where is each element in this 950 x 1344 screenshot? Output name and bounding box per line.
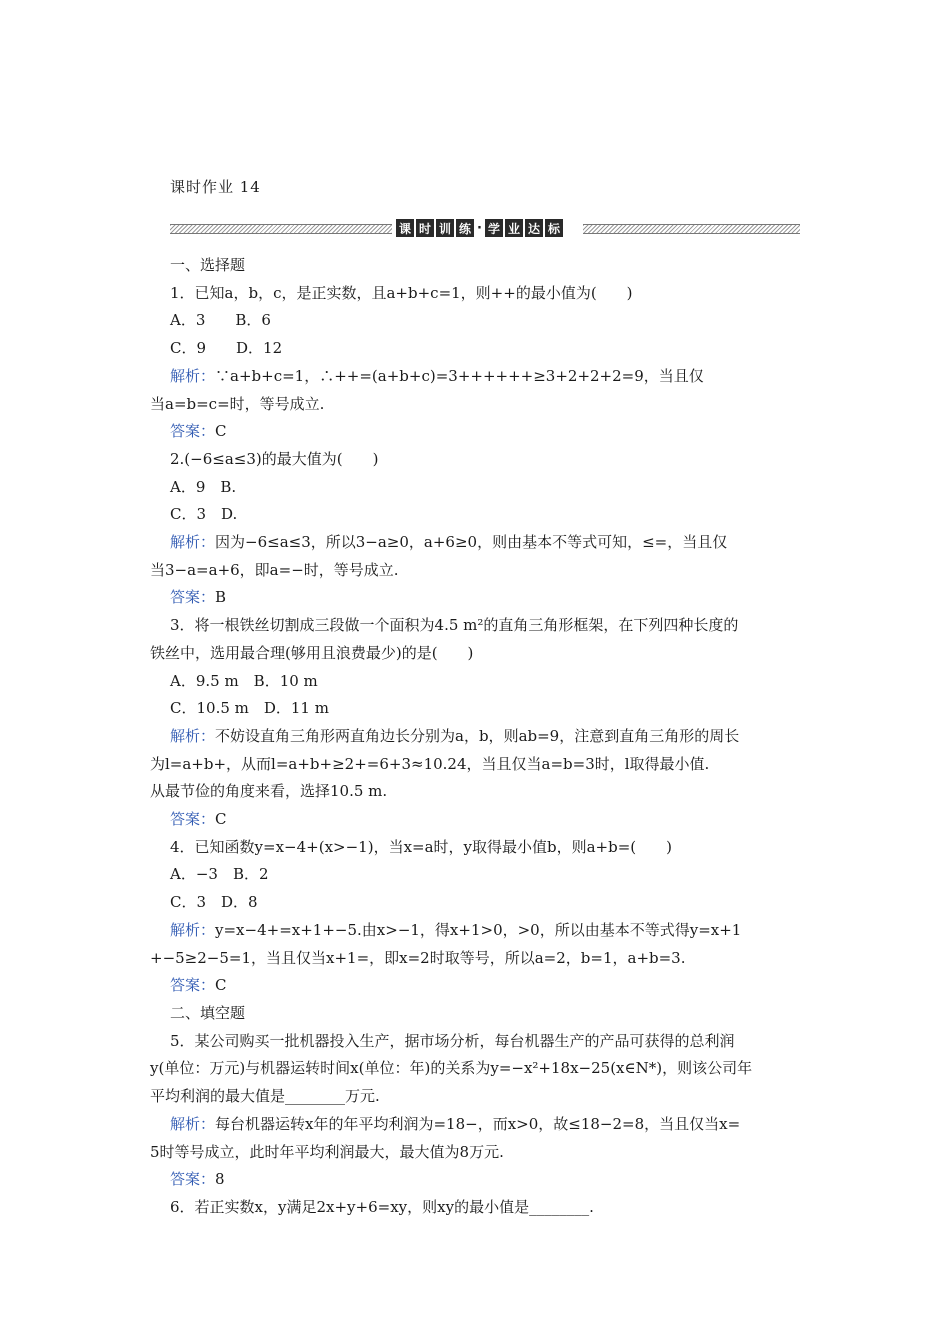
analysis-label: 解析： [170, 366, 216, 385]
page-title: 课时作业 14 [170, 178, 261, 196]
question-stem: 2.(−6≤a≤3)的最大值为( ) [170, 449, 379, 468]
answer-line [150, 584, 816, 612]
question-options: A．9.5 m B．10 m [170, 671, 318, 690]
analysis-line: 当3−a=a+6，即a=−时，等号成立. [150, 560, 399, 579]
question-stem: 1．已知a，b，c，是正实数，且a+b+c=1，则++的最小值为( ) [170, 283, 633, 302]
analysis-line [150, 1111, 816, 1139]
answer-text: C [215, 976, 227, 995]
analysis-label: 解析： [170, 920, 216, 939]
question-options: C．9 D．12 [170, 339, 283, 358]
banner-chip: 时 [416, 219, 434, 237]
answer-text: C [215, 422, 227, 441]
answer-text: 8 [215, 1170, 225, 1189]
question-options: A．−3 B．2 [170, 865, 269, 884]
answer-label: 答案： [170, 422, 216, 441]
analysis-text: 不妨设直角三角形两直角边长分别为a，b，则ab=9，注意到直角三角形的周长 [215, 726, 740, 745]
question-stem: 铁丝中，选用最合理(够用且浪费最少)的是( ) [150, 643, 474, 662]
answer-label: 答案： [170, 1170, 216, 1189]
banner-rule-right [583, 224, 800, 234]
banner-chip: 学 [485, 219, 503, 237]
answer-line [150, 418, 816, 446]
question-options: A．3 B．6 [170, 311, 271, 330]
answer-label: 答案： [170, 976, 216, 995]
banner-rule-left [170, 224, 392, 234]
analysis-line [150, 363, 816, 391]
analysis-line: +−5≥2−5=1，当且仅当x+1=，即x=2时取等号，所以a=2，b=1，a+b=3. [150, 948, 686, 967]
analysis-label: 解析： [170, 1114, 216, 1133]
answer-text: C [215, 810, 227, 829]
answer-line [150, 806, 816, 834]
banner-chip: 训 [436, 219, 454, 237]
analysis-label: 解析： [170, 726, 216, 745]
question-options: A．9 B. [170, 477, 237, 496]
answer-label: 答案： [170, 810, 216, 829]
analysis-text: 因为−6≤a≤3，所以3−a≥0，a+6≥0，则由基本不等式可知，≤=，当且仅 [215, 533, 728, 552]
banner-chip: 标 [545, 219, 563, 237]
banner-chip: 业 [505, 219, 523, 237]
analysis-line [150, 723, 816, 751]
answer-line [150, 972, 816, 1000]
analysis-line [150, 529, 816, 557]
answer-label: 答案： [170, 588, 216, 607]
banner-chip: 达 [525, 219, 543, 237]
banner-label [396, 218, 563, 238]
question-stem: y(单位：万元)与机器运转时间x(单位：年)的关系为y=−x²+18x−25(x∈N*)，则该公司年 [150, 1059, 753, 1078]
analysis-text: 每台机器运转x年的年平均利润为=18−，而x>0，故≤18−2=8，当且仅当x= [215, 1114, 741, 1133]
analysis-text: y=x−4+=x+1+−5.由x>−1，得x+1>0，>0，所以由基本不等式得y=x+1 [215, 920, 742, 939]
banner-dot: · [477, 220, 482, 236]
banner-chip: 课 [396, 219, 414, 237]
question-options: C．10.5 m D．11 m [170, 699, 329, 718]
analysis-label: 解析： [170, 533, 216, 552]
analysis-line: 当a=b=c=时，等号成立. [150, 394, 325, 413]
question-stem: 5．某公司购买一批机器投入生产，据市场分析，每台机器生产的产品可获得的总利润 [170, 1031, 735, 1050]
analysis-text: ∵a+b+c=1，∴++=(a+b+c)=3++++++≥3+2+2+2=9，当且仅 [215, 366, 704, 385]
analysis-line: 为l=a+b+，从而l=a+b+≥2+=6+3≈10.24，当且仅当a=b=3时，l取得最小值. [150, 754, 710, 773]
question-stem: 4．已知函数y=x−4+(x>−1)，当x=a时，y取得最小值b，则a+b=( ) [170, 837, 673, 856]
analysis-line [150, 917, 816, 945]
analysis-line: 5时等号成立，此时年平均利润最大，最大值为8万元. [150, 1142, 504, 1161]
exercise-content [150, 252, 816, 1222]
question-options: C．3 D. [170, 505, 238, 524]
question-stem: 3．将一根铁丝切割成三段做一个面积为4.5 m²的直角三角形框架，在下列四种长度的 [170, 616, 739, 635]
question-stem: 平均利润的最大值是________万元. [150, 1087, 380, 1106]
question-options: C．3 D．8 [170, 893, 258, 912]
section-heading: 一、选择题 [170, 256, 246, 274]
section-banner [170, 218, 800, 240]
analysis-line: 从最节俭的角度来看，选择10.5 m. [150, 782, 388, 801]
question-stem: 6．若正实数x，y满足2x+y+6=xy，则xy的最小值是________. [170, 1197, 594, 1216]
answer-line [150, 1166, 816, 1194]
banner-chip: 练 [456, 219, 474, 237]
answer-text: B [215, 588, 227, 607]
section-heading: 二、填空题 [170, 1003, 246, 1022]
